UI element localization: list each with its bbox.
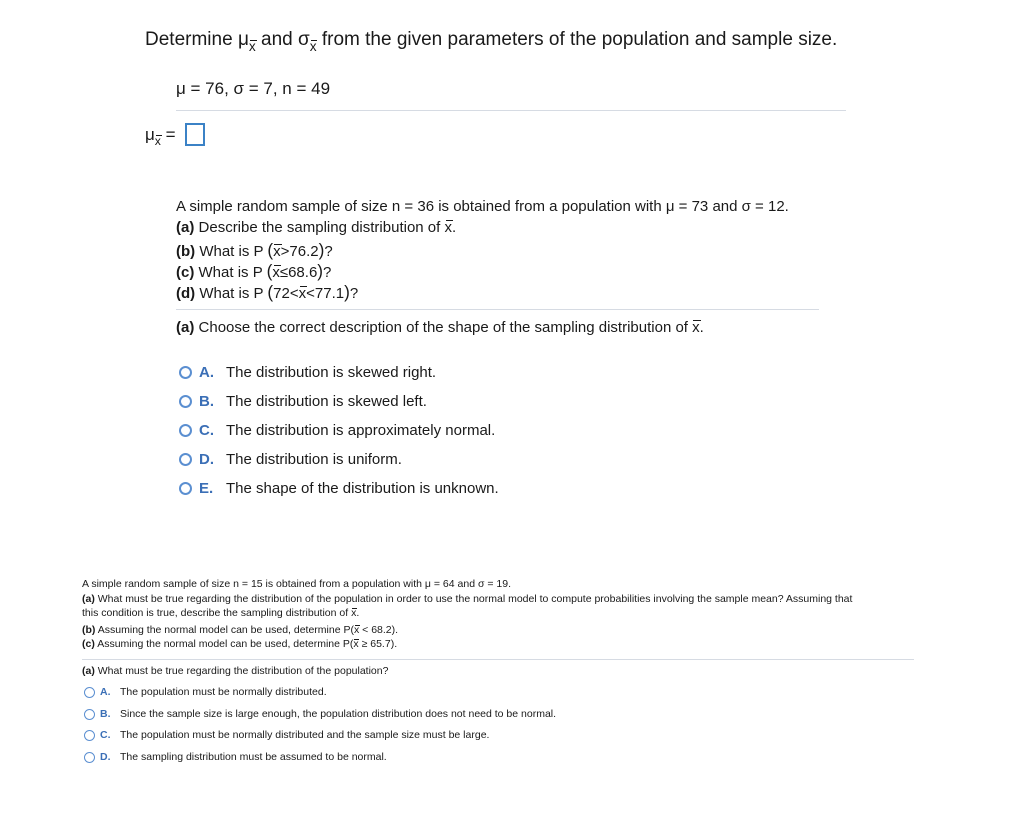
mu-xbar-answer-input[interactable] [185,123,205,146]
radio-button[interactable] [179,453,192,466]
title-rest: from the given parameters of the population and sample size. [321,29,838,50]
problem3-part-a: (a) What must be true regarding the distribution of the population in order to use the normal model to compute probabilities involving the sample mean? Assuming that [82,593,853,605]
option-text: The sampling distribution must be assumed to be normal. [120,751,387,763]
problem1-title [145,29,838,54]
title-mu-symbol: μx [237,29,256,54]
problem2-part-b: (b) What is P (x>76.2)? [176,240,333,260]
radio-button[interactable] [84,709,95,720]
problem2-option-e[interactable]: E. The shape of the distribution is unknown. [179,480,499,497]
radio-button[interactable] [179,424,192,437]
problem3-divider [82,659,914,660]
problem1-divider [176,110,846,111]
problem3-option-b[interactable]: B. Since the sample size is large enough, the population distribution does not need to be normal. [84,708,556,720]
problem2-option-c[interactable]: C. The distribution is approximately normal. [179,422,495,439]
problem2-part-c: (c) What is P (x≤68.6)? [176,261,332,281]
option-text: The shape of the distribution is unknown. [226,480,499,497]
problem3-part-c: (c) Assuming the normal model can be used, determine P(x ≥ 65.7). [82,638,398,650]
problem2-option-a[interactable]: A. The distribution is skewed right. [179,364,436,381]
option-text: Since the sample size is large enough, the population distribution does not need to be normal. [120,708,557,720]
option-text: The distribution is uniform. [226,451,402,468]
option-text: The distribution is approximately normal. [226,422,496,439]
problem1-parameters: μ = 76, σ = 7, n = 49 [176,79,331,98]
radio-button[interactable] [84,687,95,698]
problem2-divider [176,309,819,310]
problem2-part-a: (a) Describe the sampling distribution of x. [176,219,457,236]
problem2-option-b[interactable]: B. The distribution is skewed left. [179,393,427,410]
option-text: The population must be normally distributed. [120,686,327,698]
option-text: The population must be normally distributed and the sample size must be large. [120,729,490,741]
problem3-part-a-continued: this condition is true, describe the sampling distribution of x. [82,607,360,619]
title-sigma-symbol: σx [298,29,317,54]
problem3-option-c[interactable]: C. The population must be normally distributed and the sample size must be large. [84,729,489,741]
problem2-part-d: (d) What is P (72<x<77.1)? [176,282,359,302]
option-text: The distribution is skewed left. [226,393,427,410]
title-and: and [261,29,293,50]
problem3-intro: A simple random sample of size n = 15 is obtained from a population with μ = 64 and σ = 19. [82,578,511,590]
problem2-intro: A simple random sample of size n = 36 is obtained from a population with μ = 73 and σ = 12. [176,198,789,215]
radio-button[interactable] [179,482,192,495]
option-text: The distribution is skewed right. [226,364,437,381]
radio-button[interactable] [84,730,95,741]
problem3-option-a[interactable]: A. The population must be normally distributed. [84,686,327,698]
radio-button[interactable] [179,395,192,408]
problem3-option-d[interactable]: D. The sampling distribution must be assumed to be normal. [84,751,387,763]
problem3-part-b: (b) Assuming the normal model can be used, determine P(x < 68.2). [82,624,399,636]
radio-button[interactable] [179,366,192,379]
problem2-question: (a) Choose the correct description of the shape of the sampling distribution of x. [176,319,704,336]
problem3-question: (a) What must be true regarding the distribution of the population? [82,665,389,677]
title-determine: Determine [145,29,233,50]
mu-xbar-answer-label: μx = [145,125,176,149]
radio-button[interactable] [84,752,95,763]
problem2-option-d[interactable]: D. The distribution is uniform. [179,451,402,468]
